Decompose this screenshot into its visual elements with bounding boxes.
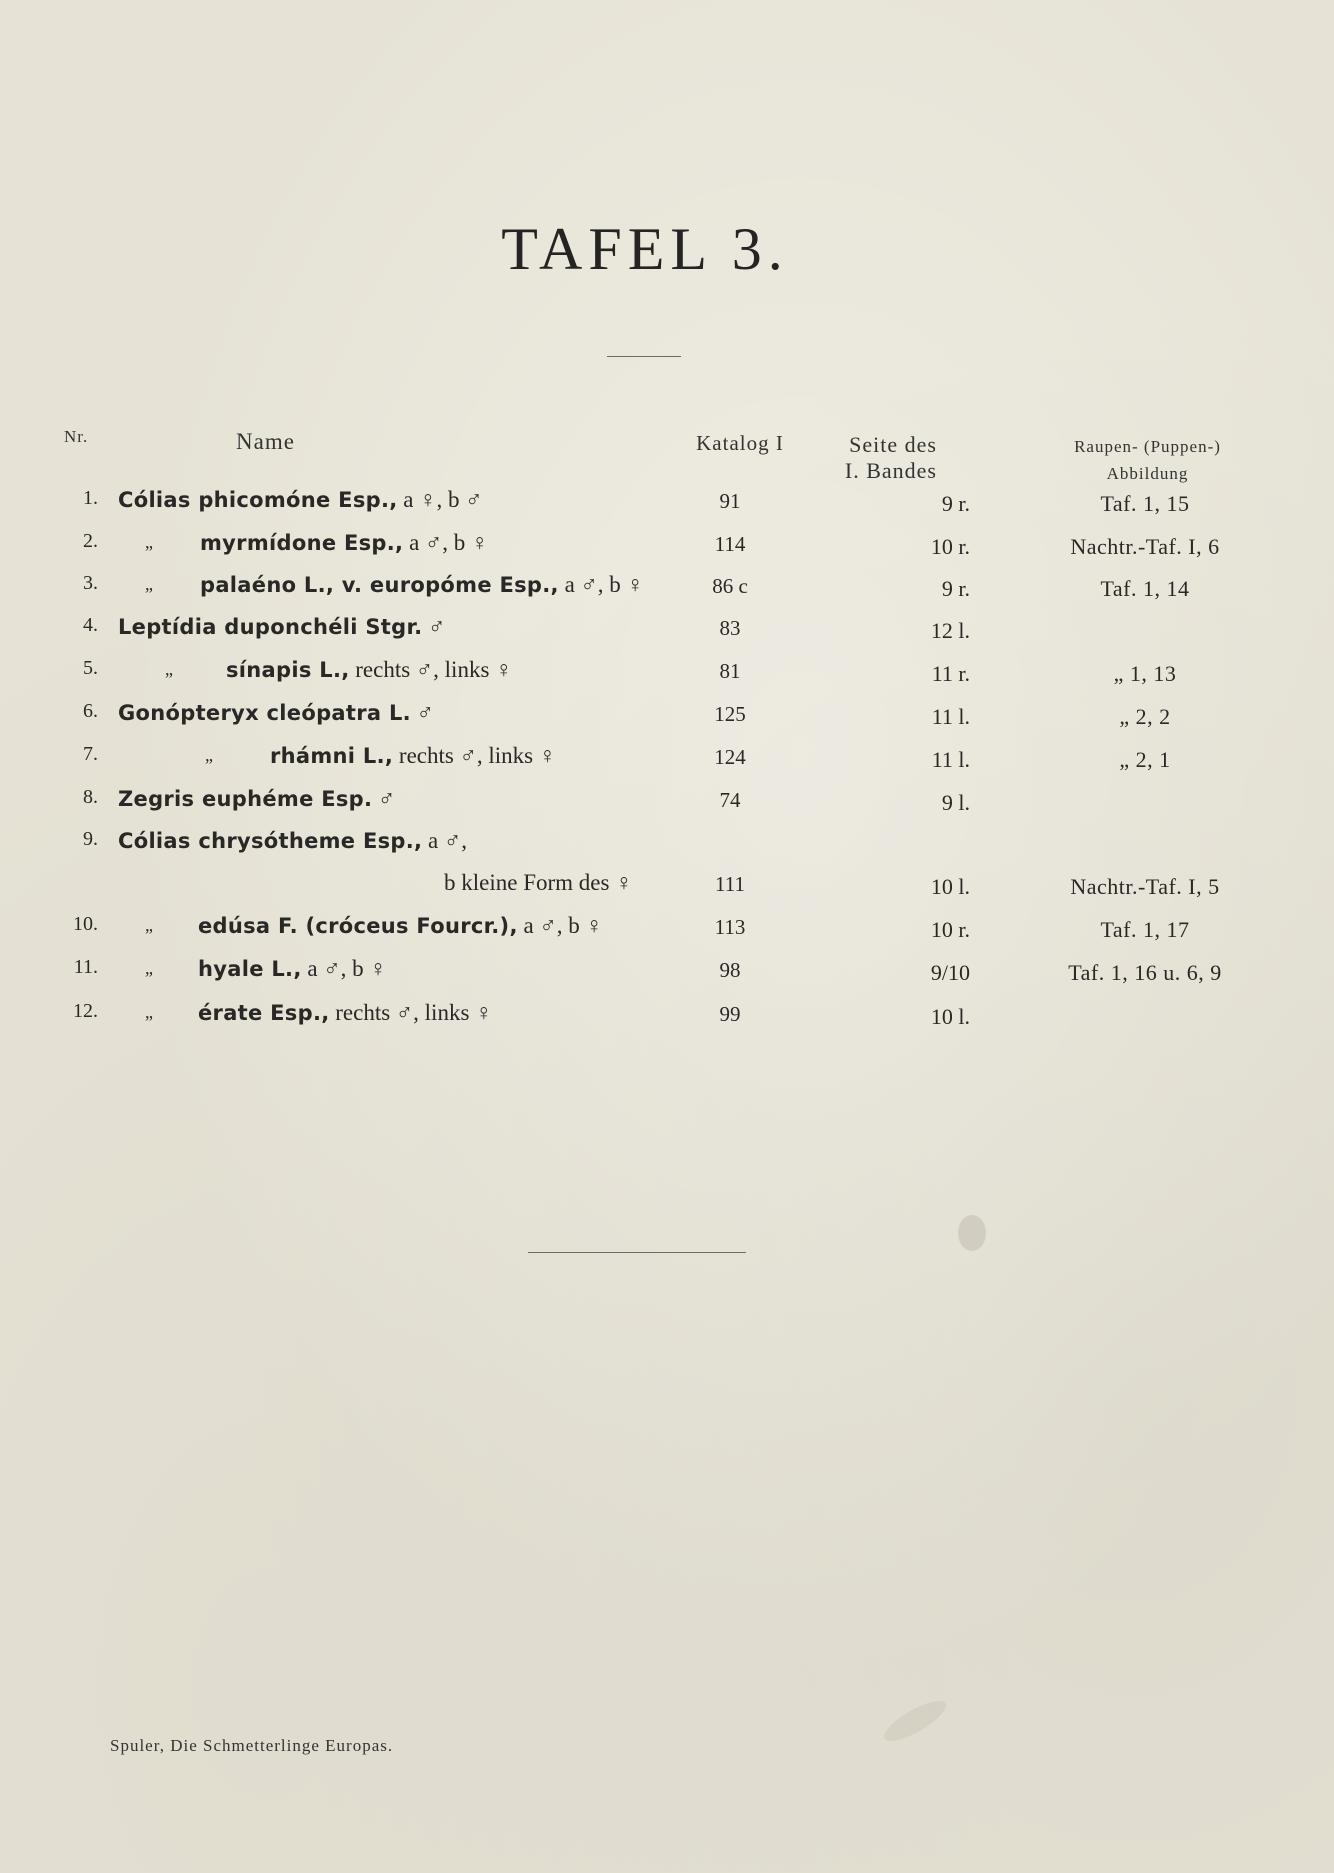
seite-ref: 9 r.: [941, 491, 970, 516]
row-number: 12.: [73, 1000, 98, 1022]
footer-citation: Spuler, Die Schmetterlinge Europas.: [110, 1736, 394, 1755]
ditto-mark: „: [145, 532, 153, 552]
row-number: 11.: [73, 956, 98, 978]
species-name: [198, 956, 387, 982]
species-name: [118, 700, 434, 726]
katalog-number: 125: [714, 702, 746, 726]
katalog-number: 114: [714, 532, 746, 556]
row-number: 1.: [83, 487, 98, 509]
table-row: [0, 956, 1334, 998]
table-row: [0, 614, 1334, 656]
table-row: [0, 1000, 1334, 1042]
raupen-ref: „ 2, 2: [1119, 704, 1171, 729]
table-row: [0, 530, 1334, 572]
raupen-ref: Nachtr.-Taf. I, 6: [1070, 534, 1220, 559]
species-name-detail: rechts ♂, links ♀: [329, 1000, 493, 1025]
katalog-number: 83: [719, 616, 741, 640]
species-name: [200, 530, 488, 556]
ditto-mark: „: [145, 958, 153, 978]
species-name-bold: hyale L.,: [198, 957, 302, 981]
species-name-detail: b kleine Form des ♀: [444, 870, 633, 895]
table-row: [0, 657, 1334, 699]
header-seite: Seite des I. Bandes: [844, 432, 937, 483]
seite-ref: 9/10: [930, 960, 970, 985]
seite-ref: 12 l.: [930, 618, 970, 643]
header-nr: Nr.: [64, 427, 89, 446]
table-row: [0, 870, 1334, 912]
species-name-detail: ♂: [410, 700, 434, 725]
species-name-bold: Zegris euphéme Esp.: [118, 787, 373, 811]
raupen-ref: Taf. 1, 15: [1100, 491, 1190, 516]
seite-ref: 10 r.: [930, 534, 970, 559]
species-name-detail: a ♂, b ♀: [558, 572, 644, 597]
row-number: 6.: [83, 700, 98, 722]
species-name-bold: rhámni L.,: [270, 744, 394, 768]
table-row: [0, 828, 1334, 870]
species-name: [444, 870, 632, 896]
seite-ref: 11 l.: [931, 747, 970, 772]
species-name-bold: Cólias phicomóne Esp.,: [118, 488, 398, 512]
row-number: 10.: [73, 913, 98, 935]
species-name-detail: rechts ♂, links ♀: [393, 743, 557, 768]
header-raupen-line1: Raupen- (Puppen-): [1074, 437, 1221, 456]
raupen-ref: Nachtr.-Taf. I, 5: [1070, 874, 1220, 899]
ditto-mark: „: [145, 1002, 153, 1022]
row-number: 5.: [83, 657, 98, 679]
ditto-mark: „: [165, 659, 173, 679]
katalog-number: 111: [715, 872, 745, 896]
seite-ref: 10 r.: [930, 917, 970, 942]
seite-ref: 10 l.: [930, 1004, 970, 1029]
katalog-number: 99: [719, 1002, 741, 1026]
seite-ref: 9 l.: [941, 790, 970, 815]
species-name-detail: a ♂, b ♀: [301, 956, 387, 981]
header-name: Name: [236, 429, 295, 454]
species-name: [198, 913, 603, 939]
page-title: TAFEL 3.: [501, 216, 789, 282]
species-name: [118, 786, 395, 812]
katalog-number: 86 c: [712, 574, 748, 598]
katalog-number: 124: [714, 745, 746, 769]
table-row: [0, 572, 1334, 614]
species-name-bold: Gonópteryx cleópatra L.: [118, 701, 411, 725]
header-raupen: [1050, 433, 1245, 487]
header-katalog: Katalog I: [696, 431, 784, 455]
row-number: 9.: [83, 828, 98, 850]
table-row: [0, 487, 1334, 529]
species-name-detail: a ♀, b ♂: [397, 487, 483, 512]
seite-ref: 11 r.: [931, 661, 970, 686]
katalog-number: 74: [719, 788, 741, 812]
row-number: 3.: [83, 572, 98, 594]
ditto-mark: „: [145, 574, 153, 594]
katalog-number: 81: [719, 659, 741, 683]
paper-stain: [958, 1215, 986, 1251]
row-number: 4.: [83, 614, 98, 636]
bottom-divider: [528, 1252, 746, 1253]
species-name-bold: Leptídia duponchéli Stgr.: [118, 615, 423, 639]
seite-ref: 9 r.: [941, 576, 970, 601]
species-name-bold: myrmídone Esp.,: [200, 531, 404, 555]
species-name: [118, 828, 467, 854]
species-name-detail: ♂: [422, 614, 446, 639]
title-divider: [607, 356, 681, 357]
row-number: 2.: [83, 530, 98, 552]
species-name-bold: edúsa F. (cróceus Fourcr.),: [198, 914, 518, 938]
header-raupen-line2: Abbildung: [1106, 464, 1189, 483]
species-name: [118, 487, 483, 513]
table-row: [0, 786, 1334, 828]
species-name-bold: érate Esp.,: [198, 1001, 330, 1025]
species-name: [200, 572, 644, 598]
ditto-mark: „: [205, 745, 213, 765]
katalog-number: 91: [719, 489, 741, 513]
species-name: [270, 743, 556, 769]
raupen-ref: Taf. 1, 16 u. 6, 9: [1068, 960, 1222, 985]
table-row: [0, 743, 1334, 785]
species-name: [198, 1000, 492, 1026]
species-name-detail: a ♂, b ♀: [403, 530, 489, 555]
species-name-detail: ♂: [372, 786, 396, 811]
katalog-number: 98: [719, 958, 741, 982]
species-name-bold: sínapis L.,: [226, 658, 350, 682]
table-row: [0, 700, 1334, 742]
katalog-number: 113: [714, 915, 746, 939]
species-name-bold: Cólias chrysótheme Esp.,: [118, 829, 423, 853]
species-name-detail: a ♂,: [422, 828, 468, 853]
species-name-detail: a ♂, b ♀: [517, 913, 603, 938]
raupen-ref: Taf. 1, 17: [1100, 917, 1190, 942]
raupen-ref: „ 2, 1: [1119, 747, 1171, 772]
seite-ref: 10 l.: [930, 874, 970, 899]
seite-ref: 11 l.: [931, 704, 970, 729]
species-name-bold: palaéno L., v. europóme Esp.,: [200, 573, 559, 597]
row-number: 8.: [83, 786, 98, 808]
row-number: 7.: [83, 743, 98, 765]
paper-stain: [879, 1694, 951, 1748]
ditto-mark: „: [145, 915, 153, 935]
species-name-detail: rechts ♂, links ♀: [349, 657, 513, 682]
table-row: [0, 913, 1334, 955]
raupen-ref: Taf. 1, 14: [1100, 576, 1190, 601]
raupen-ref: „ 1, 13: [1113, 661, 1177, 686]
species-name: [226, 657, 512, 683]
species-name: [118, 614, 445, 640]
